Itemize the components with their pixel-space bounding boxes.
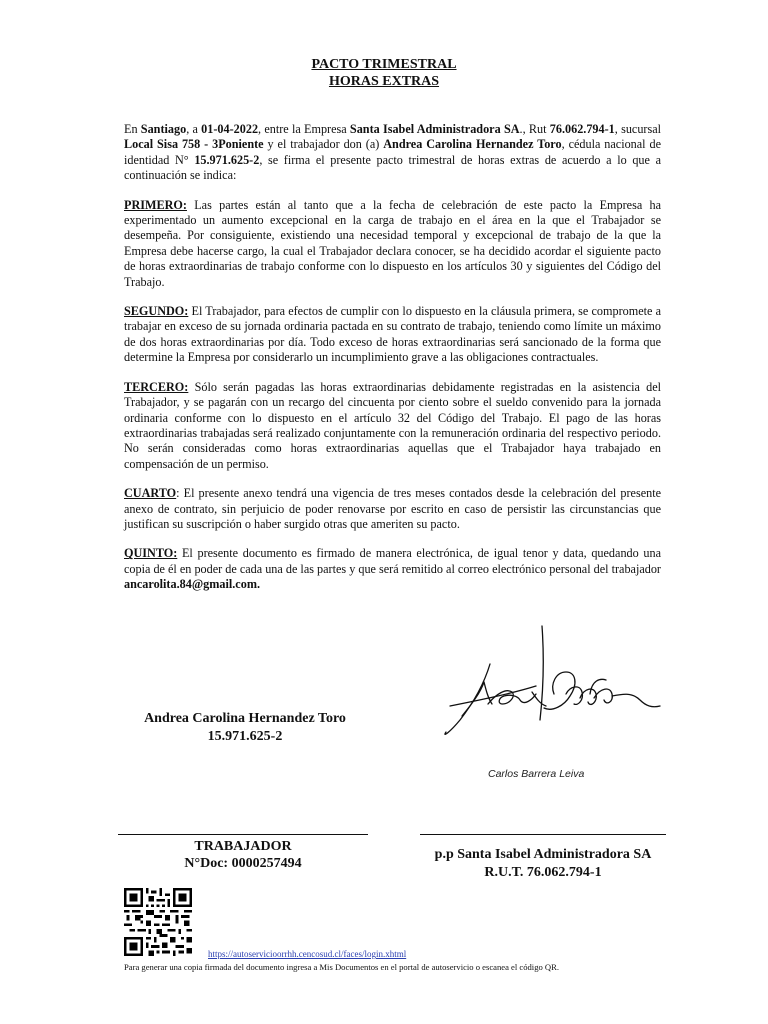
- intro-branch: Local Sisa 758 - 3Poniente: [124, 137, 264, 152]
- intro-text: En: [124, 122, 141, 136]
- intro-company: Santa Isabel Administradora SA: [349, 122, 520, 136]
- employer-rut: R.U.T. 76.062.794-1: [484, 865, 602, 880]
- worker-role: TRABAJADOR: [194, 839, 292, 854]
- intro-worker: Andrea Carolina Hernandez Toro: [383, 137, 562, 152]
- intro-text: , entre la Empresa: [258, 122, 350, 136]
- clause-segundo: [124, 304, 661, 366]
- intro-text: , se firma el presente pacto trimestral de horas extras de acuerdo a lo que a continuación se indica:: [124, 152, 661, 183]
- clause-heading: SEGUNDO:: [124, 304, 189, 319]
- signer-name-caption: Carlos Barrera Leiva: [488, 768, 585, 780]
- worker-name: Andrea Carolina Hernandez Toro: [144, 711, 346, 726]
- intro-worker-id: 15.971.625-2: [194, 152, 260, 167]
- footer-note: Para generar una copia firmada del documento ingresa a Mis Documentos en el portal de autoservicio o escanea el código QR.: [124, 962, 560, 972]
- clause-text: Sólo serán pagadas las horas extraordinarias debidamente registradas en la asistencia del Trabajador, y se pagarán con un recargo del cincuenta por ciento sobre el sueldo convenido para la jornada ordinaria conforme con lo dispuesto en el artículo 32 del Código del Trabajo. El pago de las horas extraordinarias trabajadas será realizado conjuntamente con la remuneración ordinaria del respectivo periodo. No serán consideradas como horas extraordinarias aquellas que el Trabajador haya trabajado en compensación de un permiso.: [124, 379, 661, 471]
- intro-city: Santiago: [140, 122, 187, 136]
- intro-text: ., Rut: [519, 122, 550, 136]
- document-body: [124, 122, 661, 607]
- intro-company-rut: 76.062.794-1: [549, 122, 615, 136]
- qr-code-icon[interactable]: [124, 888, 192, 956]
- worker-rut: 15.971.625-2: [207, 729, 283, 744]
- worker-email: ancarolita.84@gmail.com.: [124, 577, 261, 592]
- clause-text: Las partes están al tanto que a la fecha de celebración de este pacto la Empresa ha experimentado un aumento excepcional en la carga de trabajo en el área en la que el Trabajador se desempeña. Por consiguiente, existiendo una necesidad temporal y excepcional de trabajo de la que la Empresa debe hacerse cargo, la cual el Trabajador declara conocer, se ha decidido acordar el siguiente pacto de horas extraordinarias de trabajo conforme con lo dispuesto en los artículos 30 y siguientes del Código del Trabajo.: [124, 197, 661, 289]
- clause-heading: QUINTO:: [124, 546, 178, 561]
- handwritten-signature: [440, 624, 680, 774]
- document-title: [0, 56, 768, 90]
- intro-text: , a: [186, 122, 202, 136]
- worker-signature-block: [110, 710, 380, 746]
- clause-tercero: [124, 380, 661, 472]
- title-line-2: HORAS EXTRAS: [328, 74, 440, 89]
- clause-quinto: [124, 546, 661, 592]
- signature-line-employer: [420, 834, 666, 835]
- clause-text: El presente documento es firmado de manera electrónica, de igual tenor y data, quedando una copia de él en poder de cada una de las partes y que será remitido al correo electrónico personal del trabajador: [124, 546, 661, 576]
- intro-text: , cédula nacional de identidad N°: [124, 137, 661, 167]
- intro-paragraph: [124, 122, 661, 184]
- employer-signature-block: [410, 846, 676, 882]
- clause-primero: [124, 198, 661, 290]
- clause-cuarto: [124, 486, 661, 532]
- worker-doc-number: N°Doc: 0000257494: [184, 856, 302, 871]
- clause-text: : El presente anexo tendrá una vigencia de tres meses contados desde la celebración del presente anexo de contrato, sin perjuicio de poder renovarse por escrito en caso de persistir las circunstancias que justifican su suscripción o haber surgido otras que ameriten su pacto.: [124, 486, 661, 531]
- worker-role-block: [118, 838, 368, 872]
- signature-line-worker: [118, 834, 368, 835]
- employer-name: p.p Santa Isabel Administradora SA: [434, 847, 652, 862]
- clause-heading: PRIMERO:: [124, 197, 187, 212]
- intro-date: 01-04-2022: [201, 122, 259, 136]
- clause-text: El Trabajador, para efectos de cumplir con lo dispuesto en la cláusula primera, se compromete a trabajar en exceso de su jornada ordinaria pactada en su contrato de trabajo, teniendo como límite un máximo de dos horas extraordinarias por día. Todo exceso de horas extraordinarias será sancionado de la forma que determine la Empresa por considerarlo un incumplimiento grave a las obligaciones contractuales.: [124, 304, 661, 365]
- self-service-portal-link[interactable]: https://autoservicioorrhh.cencosud.cl/faces/login.xhtml: [208, 949, 407, 959]
- intro-text: y el trabajador don (a): [263, 137, 384, 152]
- title-line-1: PACTO TRIMESTRAL: [311, 57, 457, 72]
- clause-heading: TERCERO:: [124, 379, 189, 394]
- clause-heading: CUARTO: [124, 486, 177, 501]
- intro-text: , sucursal: [614, 122, 662, 136]
